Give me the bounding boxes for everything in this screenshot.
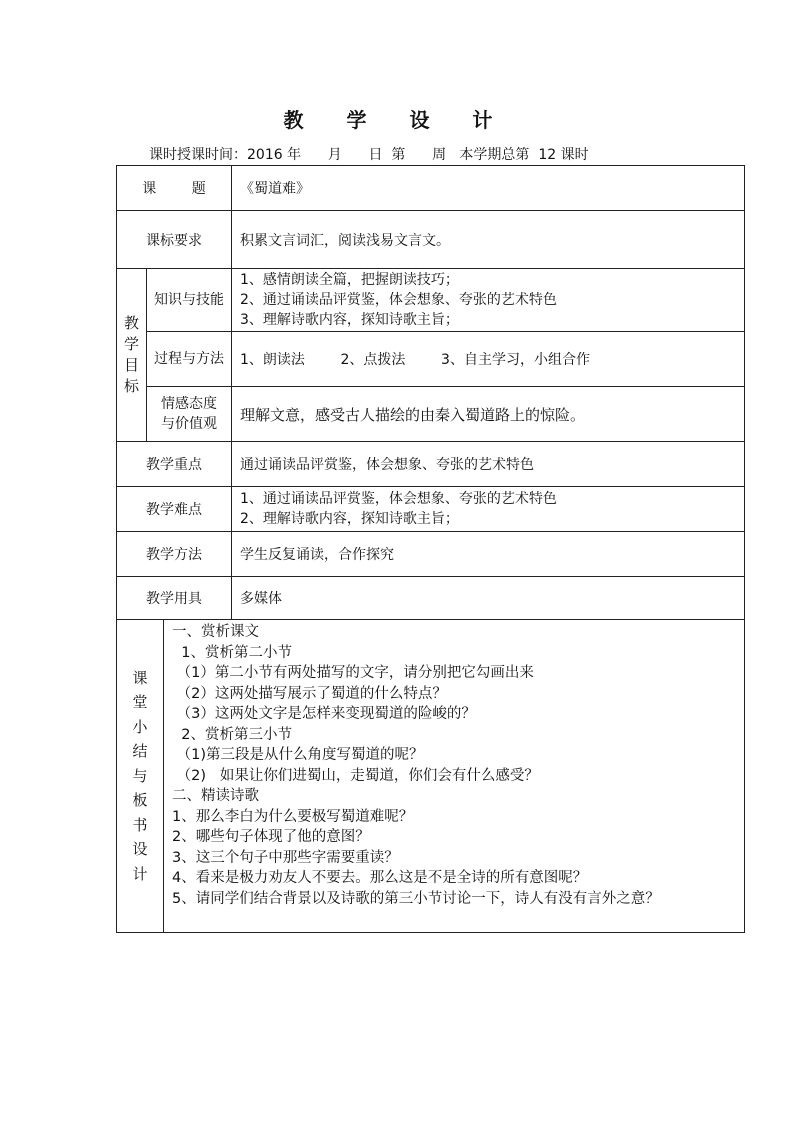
topic-value: 《蜀道难》 [232, 166, 745, 211]
board-label [117, 620, 164, 933]
emotion-label-line: 与价值观 [161, 416, 217, 432]
board-line: （2) 如果让你们进蜀山，走蜀道，你们会有什么感受？ [172, 767, 539, 784]
difficulty-line: 1、通过诵读品评赏鉴，体会想象、夸张的艺术特色 [240, 491, 557, 507]
board-line: （2）这两处描写展示了蜀道的什么特点？ [172, 685, 447, 702]
objectives-char: 标 [123, 377, 139, 395]
process-value: 1、朗读法 2、点拨法 3、自主学习，小组合作 [232, 332, 745, 387]
emotion-label [147, 387, 232, 442]
board-char: 课 [132, 668, 148, 687]
topic-label: 课 题 [117, 166, 232, 211]
difficulty-line: 2、理解诗歌内容，探知诗歌主旨； [240, 511, 459, 527]
key-value: 通过诵读品评赏鉴，体会想象、夸张的艺术特色 [232, 442, 745, 487]
board-content [164, 620, 745, 933]
lesson-plan-table [116, 165, 745, 933]
row-board [117, 620, 745, 933]
board-line: （1)第三段是从什么角度写蜀道的呢？ [172, 747, 424, 763]
row-difficulty [117, 487, 745, 532]
knowledge-line: 3、理解诗歌内容，探知诗歌主旨； [240, 312, 459, 328]
emotion-label-line: 情感态度 [161, 396, 217, 412]
board-line: （3）这两处文字是怎样来变现蜀道的险峻的？ [172, 706, 476, 722]
row-topic [117, 166, 745, 211]
board-line: 2、哪些句子体现了他的意图？ [172, 829, 370, 845]
objectives-char: 学 [123, 335, 139, 353]
standard-value: 积累文言词汇，阅读浅易文言文。 [232, 211, 745, 269]
difficulty-value [232, 487, 745, 532]
board-line: 1、那么李白为什么要极写蜀道难呢？ [172, 808, 414, 825]
objectives-char: 教 [123, 314, 139, 332]
board-char: 板 [132, 791, 148, 810]
knowledge-line: 2、通过诵读品评赏鉴，体会想象、夸张的艺术特色 [240, 292, 557, 308]
row-method [117, 532, 745, 577]
method-label: 教学方法 [117, 532, 232, 577]
board-line: 4、看来是极力劝友人不要去。那么这是不是全诗的所有意图呢？ [172, 870, 588, 886]
board-char: 结 [132, 742, 148, 761]
tools-label: 教学用具 [117, 577, 232, 620]
row-standard [117, 211, 745, 269]
knowledge-label: 知识与技能 [147, 269, 232, 332]
board-char: 设 [132, 840, 148, 859]
board-line: 5、请同学们结合背景以及诗歌的第三小节讨论一下，诗人有没有言外之意？ [172, 890, 660, 907]
row-process [117, 332, 745, 387]
key-label: 教学重点 [117, 442, 232, 487]
objectives-char: 目 [123, 356, 139, 374]
objectives-label [117, 269, 147, 442]
board-char: 计 [132, 864, 148, 883]
document-title: 教 学 设 计 [283, 108, 511, 132]
board-line: 1、赏析第二小节 [172, 644, 292, 661]
board-char: 小 [132, 717, 148, 736]
board-char: 书 [132, 815, 148, 834]
standard-label: 课标要求 [117, 211, 232, 269]
board-char: 与 [132, 766, 148, 785]
row-emotion [117, 387, 745, 442]
board-line: 一、赏析课文 [172, 624, 259, 640]
board-char: 堂 [132, 693, 148, 712]
row-key [117, 442, 745, 487]
schedule-line: 课时授课时间：2016 年 月 日 第 周 本学期总第 12 课时 [149, 147, 589, 163]
process-label: 过程与方法 [147, 332, 232, 387]
difficulty-label: 教学难点 [117, 487, 232, 532]
knowledge-line: 1、感情朗读全篇，把握朗读技巧； [240, 272, 459, 288]
knowledge-value [232, 269, 745, 332]
tools-value: 多媒体 [232, 577, 745, 620]
emotion-value: 理解文意，感受古人描绘的由秦入蜀道路上的惊险。 [232, 387, 745, 442]
method-value: 学生反复诵读，合作探究 [232, 532, 745, 577]
board-line: 2、赏析第三小节 [172, 726, 292, 743]
row-knowledge [117, 269, 745, 332]
board-line: 3、这三个句子中那些字需要重读？ [172, 849, 399, 866]
board-line: 二、精读诗歌 [172, 788, 259, 804]
row-tools [117, 577, 745, 620]
board-line: （1）第二小节有两处描写的文字，请分别把它勾画出来 [172, 665, 534, 681]
